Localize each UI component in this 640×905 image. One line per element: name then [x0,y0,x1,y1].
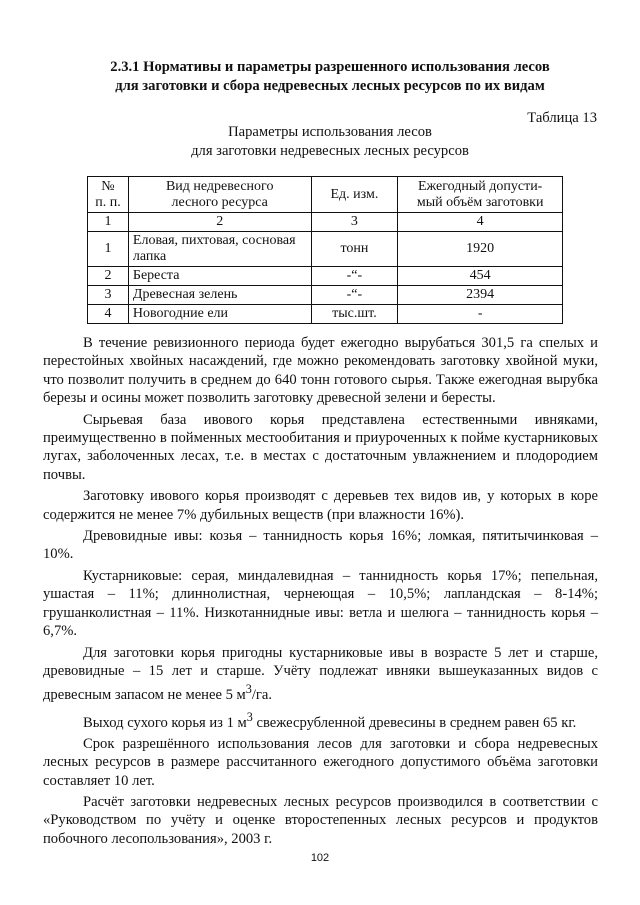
cubic-superscript: 3 [246,709,253,724]
paragraph-tree-willows: Древовидные ивы: козья – таннидность корья 16%; ломкая, пятитычинковая – 10%. [43,528,598,563]
paragraph-suitable-willows [43,644,598,705]
paragraph-suitable-unit: /га. [251,687,273,704]
header-volume-line-1: Ежегодный допусти- [417,178,543,194]
row-annual-volume: 454 [398,267,563,286]
row-resource-kind: Древесная зелень [128,286,311,305]
column-number: 3 [311,213,398,232]
row-unit: -“- [311,267,398,286]
header-resource-kind [128,177,311,213]
paragraph-bark-harvesting: Заготовку ивового корья производят с деревьев тех видов ив, у которых в коре содержится не менее 7% дубильных веществ (при влажности 16%). [43,488,598,523]
row-annual-volume: 2394 [398,286,563,305]
body-text [43,334,598,848]
header-kind-line-2: лесного ресурса [171,194,268,210]
row-annual-volume: - [398,305,563,324]
row-number: 2 [88,267,129,286]
paragraph-usage-term: Срок разрешённого использования лесов для заготовки и сбора недревесных лесных ресурсов в размере рассчитанного ежегодного допустимого объёма заготовки составляет 10 лет. [43,735,598,789]
header-unit: Ед. изм. [311,177,398,213]
table-row [88,232,563,267]
paragraph-bark-yield [43,708,598,732]
table-header-row [88,177,563,213]
table-row [88,305,563,324]
paragraph-yield-rest: свежесрубленной древесины в среднем равен 65 кг. [252,714,577,731]
header-volume-line-2: мый объём заготовки [416,194,544,210]
section-heading-line-1: 2.3.1 Нормативы и параметры разрешенного использования лесов [110,59,550,75]
row-number: 1 [88,232,129,267]
column-number: 2 [128,213,311,232]
parameters-table [87,176,563,324]
row-unit: тыс.шт. [311,305,398,324]
header-number-line-2: п. п. [95,194,121,210]
table-row [88,267,563,286]
paragraph-suitable-text: Для заготовки корья пригодны кустарниковые ивы в возрасте 5 лет и старше, древовидные – 15 лет и старше. Учёту подлежат ивняки вышеуказанных видов с древесным запасом не менее 5 м [43,644,598,704]
header-number-line-1: № [101,178,115,194]
row-unit: -“- [311,286,398,305]
paragraph-revision-period: В течение ревизионного периода будет ежегодно вырубаться 301,5 га спелых и перестойных хвойных насаждений, где можно рекомендовать заготовку хвойной муки, что позволит получить в среднем до 640 тонн готового сырья. Также ежегодная вырубка березы и осины может позволить заготовку древесной зелени и бересты. [43,335,598,407]
header-number [88,177,129,213]
paragraph-yield-text: Выход сухого корья из 1 м [83,714,247,731]
table-caption-line-1: Параметры использования лесов [228,124,432,140]
section-heading-line-2: для заготовки и сбора недревесных лесных ресурсов по их видам [115,78,545,94]
row-annual-volume: 1920 [398,232,563,267]
row-resource-kind: Береста [128,267,311,286]
table-label: Таблица 13 [527,110,597,126]
section-heading [60,58,600,96]
table-row [88,286,563,305]
paragraph-shrub-willows: Кустарниковые: серая, миндалевидная – таннидность корья 17%; пепельная, ушастая – 11%; длиннолистная, чернеющая – 10,5%; лапландская – 8-14%; грушанколистная – 11%. Низкотаннидные ивы: ветла и шелюга – таннидность корья – 6,7%. [43,567,598,640]
row-resource-kind: Новогодние ели [128,305,311,324]
column-number: 4 [398,213,563,232]
table-caption [60,123,600,161]
column-number-row [88,213,563,232]
header-annual-volume [398,177,563,213]
cubic-superscript: 3 [245,682,252,697]
row-resource-kind: Еловая, пихтовая, сосновая лапка [128,232,311,267]
page-number: 102 [310,852,330,864]
row-number: 3 [88,286,129,305]
column-number: 1 [88,213,129,232]
header-kind-line-1: Вид недревесного [165,178,274,194]
paragraph-willow-base: Сырьевая база ивового корья представлена естественными ивняками, преимущественно в пойменных местообитания и приуроченных к пойме кустарниковых лугах, заболоченных лесах, т.е. в местах с достаточным увлажнением и плодородием почвы. [43,411,598,483]
paragraph-calculation-basis: Расчёт заготовки недревесных лесных ресурсов производился в соответствии с «Руководством по учёту и оценке второстепенных лесных ресурсов и продуктов побочного лесопользования», 2003 г. [43,794,598,847]
row-unit: тонн [311,232,398,267]
table-caption-line-2: для заготовки недревесных лесных ресурсов [191,143,469,159]
row-number: 4 [88,305,129,324]
